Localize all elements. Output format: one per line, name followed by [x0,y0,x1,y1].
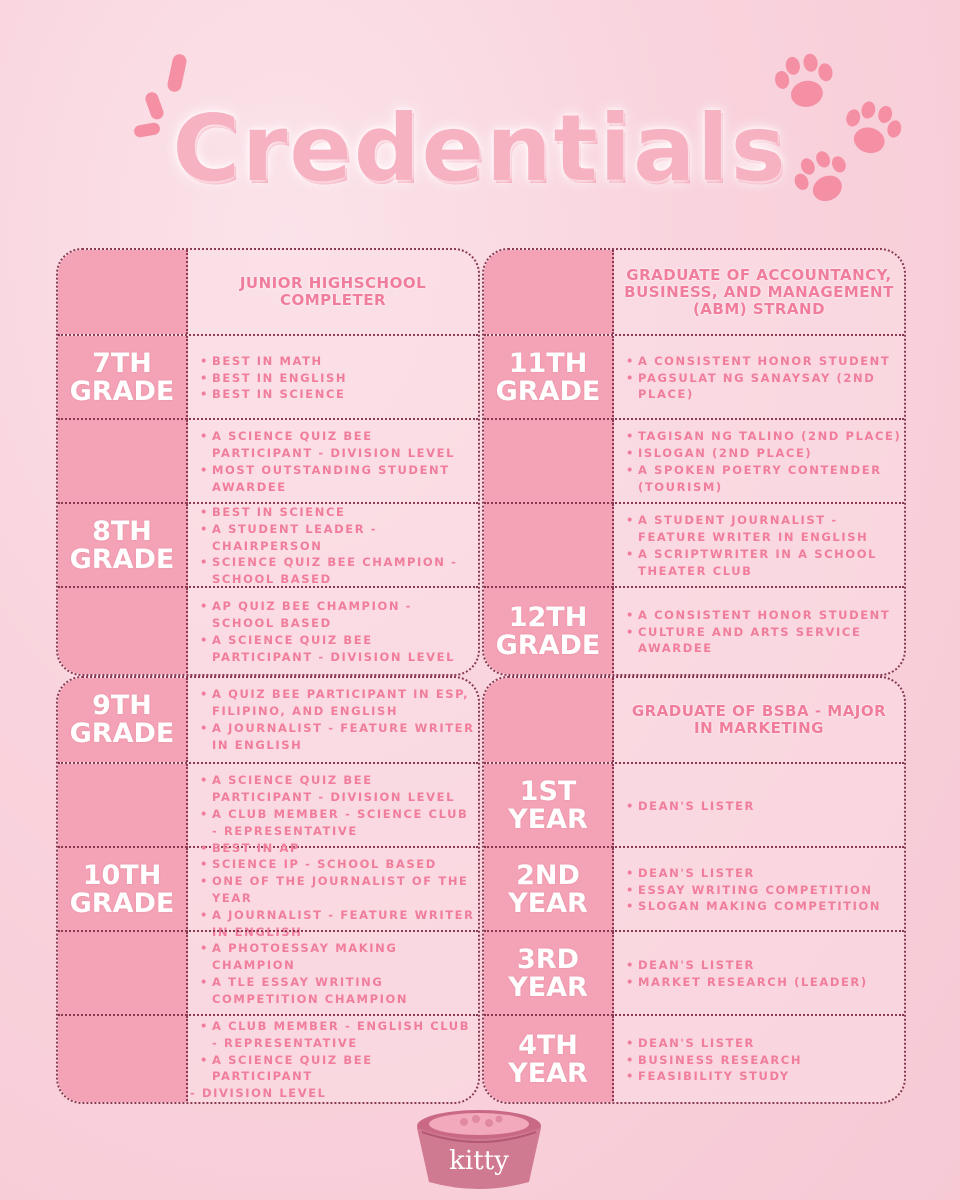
list-item: • FEASIBILITY STUDY [626,1068,802,1085]
list-item: • A SCIENCE QUIZ BEE PARTICIPANT - DIVISION LEVEL [200,632,478,666]
grade-label: 8TH GRADE [69,516,175,575]
table-header: GRADUATE OF BSBA - MAJOR IN MARKETING [631,702,887,737]
table-row [484,762,904,848]
list-item: • DEAN'S LISTER [626,798,755,815]
list-item: • DEAN'S LISTER [626,1035,802,1052]
list-item: • SCIENCE IP - SCHOOL BASED [200,856,478,873]
list-item: • TAGISAN NG TALINO (2ND PLACE) [626,428,904,445]
list-item: • MARKET RESEARCH (LEADER) [626,974,868,991]
list-item: • A SCRIPTWRITER IN A SCHOOL THEATER CLUB [626,546,904,580]
list-item: • BEST IN SCIENCE [200,504,478,521]
list-item: • ISLOGAN (2ND PLACE) [626,445,904,462]
list-item: • BEST IN ENGLISH [200,370,347,387]
grade-label: 7TH GRADE [69,348,175,407]
list-item: • A PHOTOESSAY MAKING CHAMPION [200,940,478,974]
list-item: • SLOGAN MAKING COMPETITION [626,898,881,915]
list-item: • AP QUIZ BEE CHAMPION - SCHOOL BASED [200,598,478,632]
table-row [484,930,904,1016]
list-item: - DIVISION LEVEL [190,1086,327,1101]
list-item: • A CONSISTENT HONOR STUDENT [626,607,904,624]
year-label: 1ST YEAR [508,776,588,835]
list-item: • BUSINESS RESEARCH [626,1052,802,1069]
table-row [484,1014,904,1104]
list-item: • A JOURNALIST - FEATURE WRITER IN ENGLISH [200,907,478,941]
table-row [58,502,478,588]
table-header-row [58,250,478,334]
table-row [58,1014,478,1104]
list-item: • SCIENCE QUIZ BEE CHAMPION - SCHOOL BASED [200,554,478,588]
grade-label: 12TH GRADE [495,602,601,661]
list-item: • A STUDENT LEADER - CHAIRPERSON [200,521,478,555]
list-item: • BEST IN AP [200,840,478,857]
table-row [484,502,904,588]
table-header-row [484,250,904,334]
list-item: • ONE OF THE JOURNALIST OF THE YEAR [200,873,478,907]
table-bsba-marketing [482,676,906,1104]
list-item: • A CLUB MEMBER - ENGLISH CLUB - REPRESENTATIVE [200,1018,478,1052]
table-header: JUNIOR HIGHSCHOOL COMPLETER [239,274,427,309]
list-item: • ESSAY WRITING COMPETITION [626,882,881,899]
list-item: • MOST OUTSTANDING STUDENT AWARDEE [200,462,478,496]
brand-logo-text: kitty [449,1146,509,1176]
list-item: • DEAN'S LISTER [626,865,881,882]
table-row [484,846,904,932]
table-junior-highschool-top [56,248,480,676]
year-label: 4TH YEAR [508,1030,588,1089]
table-row [484,418,904,504]
table-row [58,678,478,762]
table-row [484,586,904,676]
table-row [58,418,478,504]
page-title: Credentials [172,95,788,202]
year-label: 3RD YEAR [508,944,588,1003]
list-item: • A CLUB MEMBER - SCIENCE CLUB - REPRESENTATIVE [200,806,478,840]
table-row [58,586,478,676]
table-header-row [484,678,904,762]
list-item: • A SCIENCE QUIZ BEE PARTICIPANT - DIVISION LEVEL [200,428,478,462]
list-item: • A TLE ESSAY WRITING COMPETITION CHAMPION [200,974,478,1008]
list-item: • A STUDENT JOURNALIST - FEATURE WRITER IN ENGLISH [626,512,904,546]
list-item: • PAGSULAT NG SANAYSAY (2ND PLACE) [626,370,904,404]
grade-label: 9TH GRADE [69,690,175,749]
list-item: • A SPOKEN POETRY CONTENDER (TOURISM) [626,462,904,496]
table-row [58,840,478,939]
year-label: 2ND YEAR [508,860,588,919]
list-item: • BEST IN MATH [200,353,347,370]
list-item: • A SCIENCE QUIZ BEE PARTICIPANT [200,1052,478,1086]
list-item: • A SCIENCE QUIZ BEE PARTICIPANT - DIVISION LEVEL [200,772,478,806]
grade-label: 10TH GRADE [69,860,175,919]
list-item: • BEST IN SCIENCE [200,386,347,403]
table-row [58,762,478,848]
table-abm-strand [482,248,906,676]
table-row [58,334,478,420]
list-item: • A CONSISTENT HONOR STUDENT [626,353,904,370]
list-item: • A QUIZ BEE PARTICIPANT IN ESP, FILIPINO, AND ENGLISH [200,686,478,720]
table-header: GRADUATE OF ACCOUNTANCY, BUSINESS, AND MANAGEMENT (ABM) STRAND [624,265,894,318]
table-row [58,930,478,1016]
list-item: • A JOURNALIST - FEATURE WRITER IN ENGLISH [200,720,478,754]
list-item: • DEAN'S LISTER [626,957,868,974]
grade-label: 11TH GRADE [495,348,601,407]
list-item: • CULTURE AND ARTS SERVICE AWARDEE [626,624,904,658]
table-row [484,334,904,420]
table-junior-highschool-bottom [56,676,480,1104]
